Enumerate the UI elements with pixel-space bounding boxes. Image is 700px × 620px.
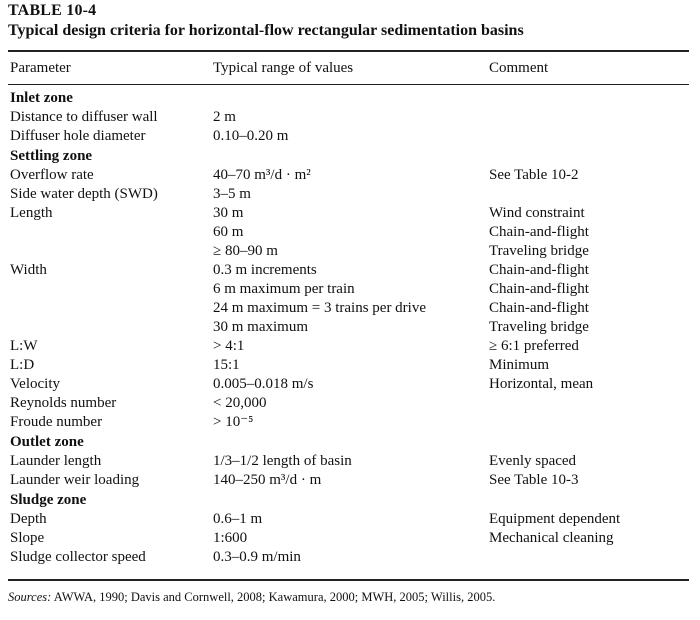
parameter-cell: Sludge collector speed: [10, 549, 146, 565]
bottom-rule: [8, 579, 689, 581]
comment-cell: Chain-and-flight: [489, 281, 589, 297]
table-row: [0, 452, 700, 471]
value-cell: 3–5 m: [213, 186, 251, 202]
parameter-cell: Froude number: [10, 414, 103, 430]
parameter-cell: Depth: [10, 511, 47, 527]
table-row: [0, 375, 700, 394]
value-cell: 24 m maximum = 3 trains per drive: [213, 300, 427, 316]
table-row: [0, 471, 700, 490]
value-cell: 6 m maximum per train: [213, 281, 355, 297]
table-row: [0, 413, 700, 432]
value-cell: 2 m: [213, 109, 236, 125]
comment-cell: Horizontal, mean: [489, 376, 594, 392]
comment-cell: Wind constraint: [489, 205, 585, 221]
table-row: [0, 510, 700, 529]
value-cell: 0.3 m increments: [213, 262, 317, 278]
table-row: [0, 166, 700, 185]
table-row: [0, 318, 700, 337]
parameter-cell: L:D: [10, 357, 35, 373]
value-cell: 0.3–0.9 m/min: [213, 549, 301, 565]
section-heading: [0, 89, 700, 108]
table-row: [0, 299, 700, 318]
value-cell: 1/3–1/2 length of basin: [213, 453, 352, 469]
parameter-cell: Overflow rate: [10, 167, 94, 183]
comment-cell: Equipment dependent: [489, 511, 621, 527]
comment-cell: Chain-and-flight: [489, 262, 589, 278]
comment-cell: ≥ 6:1 preferred: [489, 338, 579, 354]
table-row: [0, 261, 700, 280]
parameter-cell: Diffuser hole diameter: [10, 128, 146, 144]
table-row: [0, 529, 700, 548]
parameter-cell: Reynolds number: [10, 395, 117, 411]
header-typical-range: Typical range of values: [213, 60, 354, 76]
header-rule: [8, 84, 689, 85]
table-row: [0, 127, 700, 146]
table-row: [0, 394, 700, 413]
table-row: [0, 337, 700, 356]
table-row: [0, 204, 700, 223]
section-heading: [0, 147, 700, 166]
table-row: [0, 280, 700, 299]
table-row: [0, 223, 700, 242]
value-cell: 0.005–0.018 m/s: [213, 376, 314, 392]
section-label: Settling zone: [10, 148, 93, 164]
section-heading: [0, 491, 700, 510]
comment-cell: Evenly spaced: [489, 453, 577, 469]
comment-cell: Chain-and-flight: [489, 300, 589, 316]
parameter-cell: Distance to diffuser wall: [10, 109, 158, 125]
comment-cell: See Table 10-3: [489, 472, 579, 488]
value-cell: < 20,000: [213, 395, 267, 411]
comment-cell: Minimum: [489, 357, 550, 373]
header-parameter: Parameter: [10, 60, 71, 76]
parameter-cell: Width: [10, 262, 47, 278]
parameter-cell: Side water depth (SWD): [10, 186, 158, 202]
table-row: [0, 356, 700, 375]
value-cell: 15:1: [213, 357, 240, 373]
table-row: [0, 108, 700, 127]
top-rule: [8, 50, 689, 52]
value-cell: 0.10–0.20 m: [213, 128, 289, 144]
comment-cell: Traveling bridge: [489, 243, 589, 259]
comment-cell: See Table 10-2: [489, 167, 579, 183]
table-number: TABLE 10-4: [8, 2, 97, 19]
sources-label: Sources:: [8, 590, 52, 604]
table-row: [0, 185, 700, 204]
value-cell: 30 m maximum: [213, 319, 308, 335]
comment-cell: Chain-and-flight: [489, 224, 589, 240]
table-title: Typical design criteria for horizontal-flow rectangular sedimentation basins: [8, 22, 524, 39]
table-body: [0, 89, 700, 567]
value-cell: 30 m: [213, 205, 244, 221]
value-cell: 0.6–1 m: [213, 511, 263, 527]
parameter-cell: Launder weir loading: [10, 472, 140, 488]
value-cell: > 4:1: [213, 338, 245, 354]
sources-note: [8, 590, 495, 605]
table-row: [0, 548, 700, 567]
value-cell: 40–70 m³/d · m²: [213, 167, 311, 183]
value-cell: 140–250 m³/d · m: [213, 472, 322, 488]
comment-cell: Mechanical cleaning: [489, 530, 614, 546]
section-label: Outlet zone: [10, 434, 84, 450]
sources-text: AWWA, 1990; Davis and Cornwell, 2008; Kawamura, 2000; MWH, 2005; Willis, 2005.: [51, 590, 496, 604]
parameter-cell: L:W: [10, 338, 38, 354]
header-comment: Comment: [489, 60, 549, 76]
value-cell: 1:600: [213, 530, 248, 546]
section-label: Inlet zone: [10, 90, 73, 106]
value-cell: > 10⁻⁵: [213, 414, 254, 430]
parameter-cell: Length: [10, 205, 53, 221]
section-label: Sludge zone: [10, 492, 87, 508]
parameter-cell: Velocity: [10, 376, 60, 392]
parameter-cell: Launder length: [10, 453, 102, 469]
table-row: [0, 242, 700, 261]
value-cell: ≥ 80–90 m: [213, 243, 278, 259]
section-heading: [0, 433, 700, 452]
value-cell: 60 m: [213, 224, 244, 240]
parameter-cell: Slope: [10, 530, 45, 546]
comment-cell: Traveling bridge: [489, 319, 589, 335]
